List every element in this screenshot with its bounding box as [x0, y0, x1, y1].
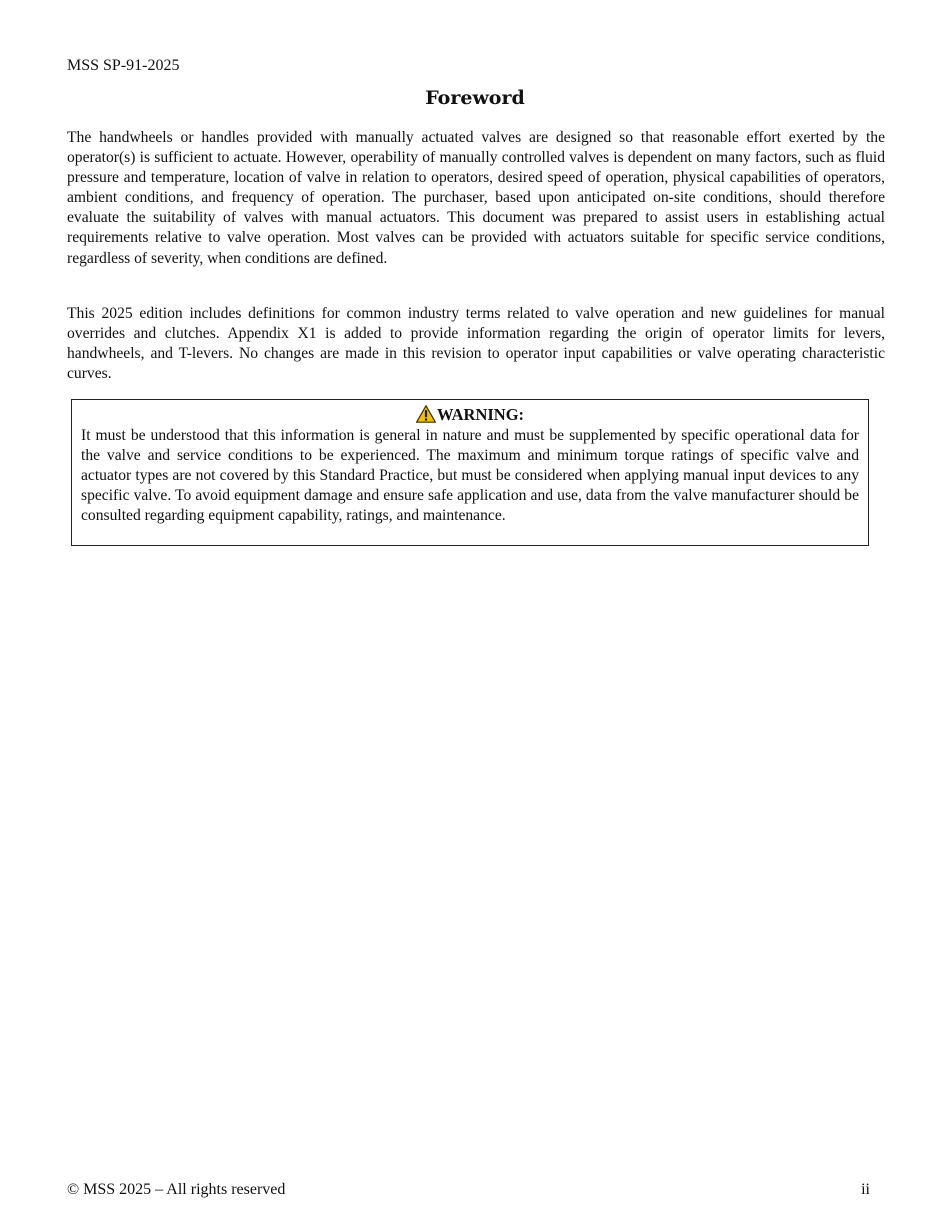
foreword-paragraph-1: The handwheels or handles provided with manually actuated valves are designed so that reasonable effort exerted by the operator(s) is sufficient to actuate. However, operability of manually controlled valves is dependent on many factors, such as fluid pressure and temperature, location of valve in relation to operators, desired speed of operation, physical capabilities of operators, ambient conditions, and frequency of operation. The purchaser, based upon anticipated on-site conditions, should therefore evaluate the suitability of valves with manual actuators. This document was prepared to assist users in establishing actual requirements relative to valve operation. Most valves can be provided with actuators suitable for specific service conditions, regardless of severity, when conditions are defined.: [67, 129, 885, 267]
warning-box: [71, 399, 869, 546]
warning-header: [72, 404, 868, 426]
foreword-paragraph-2: This 2025 edition includes definitions for common industry terms related to valve operation and new guidelines for manual overrides and clutches. Appendix X1 is added to provide information regarding the origin of operator limits for levers, handwheels, and T-levers. No changes are made in this revision to operator input capabilities or valve operating characteristic curves.: [67, 305, 885, 383]
footer-page-number: ii: [861, 1181, 870, 1198]
warning-triangle-icon: [416, 405, 436, 423]
document-id: MSS SP-91-2025: [67, 57, 180, 74]
warning-label: WARNING:: [436, 405, 525, 424]
footer-copyright: © MSS 2025 – All rights reserved: [67, 1181, 286, 1198]
page-title: Foreword: [425, 87, 525, 109]
warning-text: It must be understood that this information is general in nature and must be supplemented by specific operational data for the valve and service conditions to be experienced. The maximum and minimum torque ratings of specific valve and actuator types are not covered by this Standard Practice, but must be considered when applying manual input devices to any specific valve. To avoid equipment damage and ensure safe application and use, data from the valve manufacturer should be consulted regarding equipment capability, ratings, and maintenance.: [81, 427, 859, 525]
